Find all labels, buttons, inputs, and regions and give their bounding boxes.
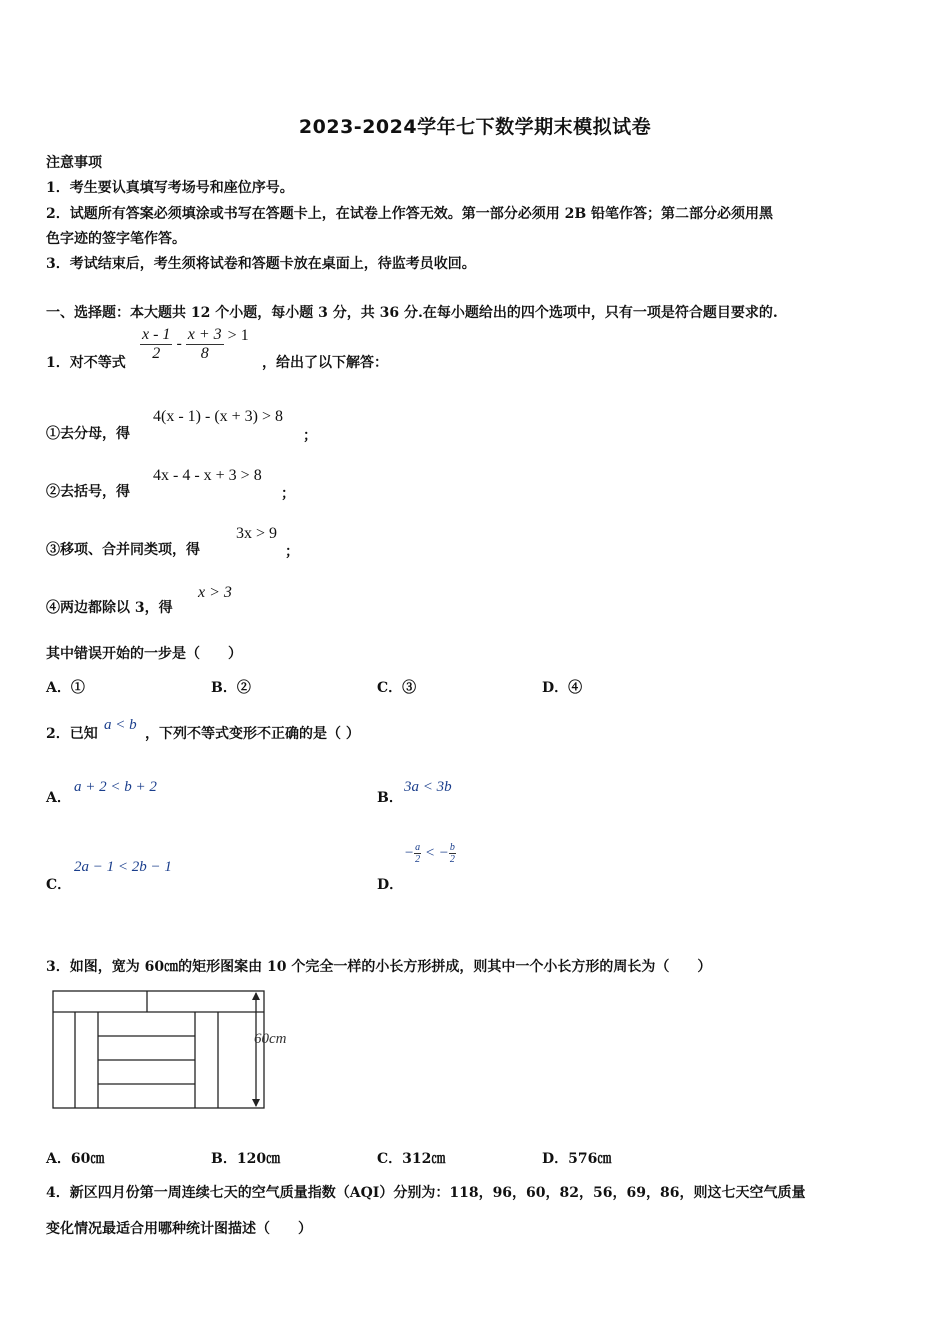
less-than: < [424, 844, 435, 861]
frac-numerator: a [415, 842, 421, 853]
frac-denominator: 2 [449, 854, 455, 865]
q4-line-1: 4．新区四月份第一周连续七天的空气质量指数（AQI）分别为：118，96，60，82，56，69，86，则这七天空气质量 [46, 1185, 806, 1201]
option-letter: B． [211, 680, 237, 696]
q2-option-a-expr: a + 2 < b + 2 [74, 779, 157, 795]
q3-text: 3．如图，宽为 60㎝的矩形图案由 10 个完全一样的小长方形拼成，则其中一个小长方形的周长为（ ） [46, 959, 712, 975]
notice-item-1: 1．考生要认真填写考场号和座位序号。 [46, 180, 294, 196]
notice-item-3: 3．考试结束后，考生须将试卷和答题卡放在桌面上，待监考员收回。 [46, 256, 476, 272]
option-letter: C． [377, 1151, 403, 1167]
q3-option-b[interactable] [211, 1148, 280, 1168]
q1-step-1-expr: 4(x - 1) - (x + 3) > 8 [153, 408, 284, 425]
option-text: 60㎝ [70, 1151, 105, 1167]
q1-option-a[interactable] [46, 677, 85, 697]
q2-option-c-expr: 2a − 1 < 2b − 1 [74, 859, 172, 875]
option-text: 120㎝ [236, 1151, 281, 1167]
option-text: ③ [402, 680, 417, 696]
q1-option-c[interactable] [377, 677, 416, 697]
q1-step-2-label: ②去括号，得 [46, 484, 130, 500]
q1-step-2-expr: 4x - 4 - x + 3 > 8 [153, 467, 262, 484]
notice-item-2-cont: 色字迹的签字笔作答。 [46, 231, 186, 247]
option-letter: A． [46, 680, 71, 696]
frac-numerator: b [449, 842, 455, 853]
q1-minus: - [176, 335, 182, 353]
q1-frac2-denominator: 8 [200, 345, 209, 362]
q1-step-3-end: ； [285, 544, 299, 560]
option-text: 576㎝ [568, 1151, 612, 1167]
q3-option-d[interactable] [542, 1148, 611, 1168]
q2-condition: a < b [104, 717, 137, 733]
frac-denominator: 2 [415, 854, 421, 865]
q1-step-3-label: ③移项、合并同类项，得 [46, 542, 200, 558]
page-title: 2023-2024学年七下数学期末模拟试卷 [298, 116, 652, 138]
neg-sign: − [404, 844, 415, 861]
option-text: 312㎝ [402, 1151, 446, 1167]
section-heading: 一、选择题：本大题共 12 个小题，每小题 3 分，共 36 分.在每小题给出的四个选项中，只有一项是符合题目要求的. [46, 305, 778, 321]
q2-option-b-expr: 3a < 3b [404, 779, 452, 795]
q3-figure-label: 60cm [254, 1031, 287, 1047]
q3-option-a[interactable] [46, 1148, 104, 1168]
arrow-up-icon [252, 992, 260, 1000]
q1-inequality [140, 326, 249, 363]
q1-frac1-denominator: 2 [152, 345, 161, 362]
option-letter: A． [46, 1151, 71, 1167]
option-letter: B． [211, 1151, 237, 1167]
q1-suffix: ，给出了以下解答： [262, 355, 388, 371]
q2-suffix: ，下列不等式变形不正确的是（ ） [145, 726, 360, 742]
option-letter: D． [542, 680, 569, 696]
q1-step-1-end: ； [303, 428, 317, 444]
q1-step-4-label: ④两边都除以 3，得 [46, 600, 173, 616]
q2-prefix: 2．已知 [46, 726, 98, 742]
q4-line-2: 变化情况最适合用哪种统计图描述（ ） [46, 1221, 312, 1237]
q1-question: 其中错误开始的一步是（ ） [46, 646, 242, 662]
figure-outer-rect [53, 991, 264, 1108]
q1-rhs: > 1 [227, 327, 249, 345]
q1-step-1-label: ①去分母，得 [46, 426, 130, 442]
q1-option-b[interactable] [211, 677, 251, 697]
option-text: ① [70, 680, 85, 696]
q1-step-2-end: ； [281, 486, 295, 502]
q1-step-3-expr: 3x > 9 [236, 525, 278, 542]
q3-figure [40, 985, 310, 1115]
arrow-down-icon [252, 1099, 260, 1107]
q1-option-d[interactable] [542, 677, 582, 697]
option-letter: D． [542, 1151, 569, 1167]
q2-option-a-letter[interactable]: A． [46, 790, 71, 806]
notice-item-2: 2．试题所有答案必须填涂或书写在答题卡上，在试卷上作答无效。第一部分必须用 2B 铅笔作答；第二部分必须用黑 [46, 206, 774, 222]
q2-option-d-expr [404, 842, 456, 865]
notice-heading: 注意事项 [46, 155, 102, 171]
option-letter: C． [377, 680, 403, 696]
q1-frac2-numerator: x + 3 [187, 326, 222, 343]
q1-frac1-numerator: x - 1 [142, 326, 171, 343]
q3-option-c[interactable] [377, 1148, 445, 1168]
option-text: ④ [568, 680, 583, 696]
q2-option-b-letter[interactable]: B． [377, 790, 403, 806]
q1-prefix: 1．对不等式 [46, 355, 126, 371]
option-text: ② [236, 680, 251, 696]
q1-step-4-expr: x > 3 [198, 584, 232, 601]
q2-option-c-letter[interactable]: C． [46, 877, 72, 893]
neg-sign: − [438, 844, 449, 861]
q2-option-d-letter[interactable]: D． [377, 877, 404, 893]
